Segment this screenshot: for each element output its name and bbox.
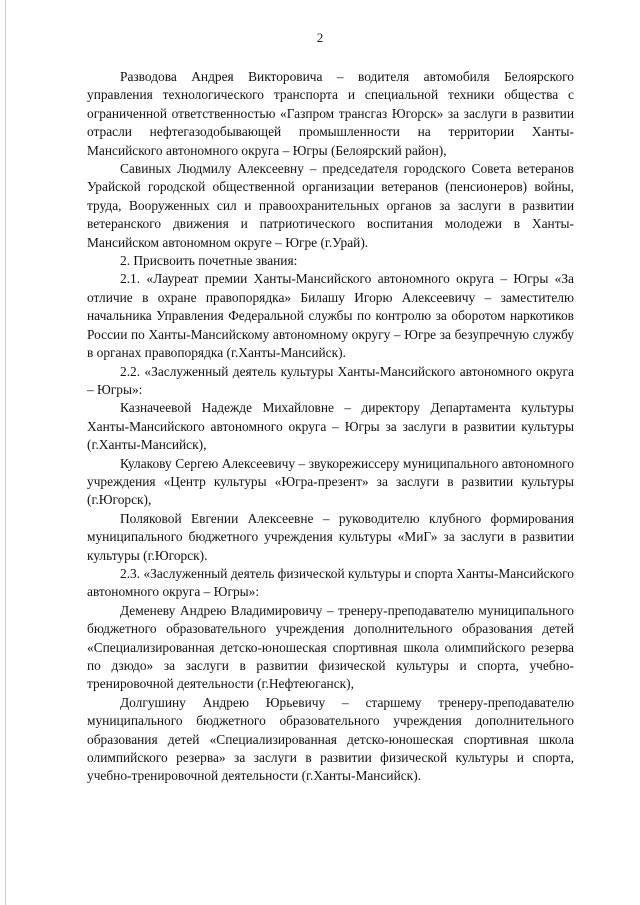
paragraph-kaznacheeva: Казначеевой Надежде Михайловне – директору Департамента культуры Ханты-Мансийского автономного округа – Югры за заслуги в развитии культуры (г.Ханты-Мансийск),: [87, 400, 574, 453]
paragraph-item-2: 2. Присвоить почетные звания:: [120, 253, 298, 269]
page-number: 2: [316, 30, 324, 45]
paragraph-item-2-2: 2.2. «Заслуженный деятель культуры Ханты-Мансийского автономного округа – Югры»:: [87, 363, 574, 397]
paragraph-item-2-3: 2.3. «Заслуженный деятель физической культуры и спорта Ханты-Мансийского автономного округа – Югры»:: [87, 565, 574, 600]
scan-edge-line: [5, 0, 6, 905]
paragraph-polyakova: Поляковой Евгении Алексеевне – руководителю клубного формирования муниципального бюджетного учреждения культуры «МиГ» за заслуги в развитии культуры (г.Югорск).: [87, 510, 574, 563]
paragraph-demenev: Деменеву Андрею Владимировичу – тренеру-преподавателю муниципального бюджетного образовательного учреждения дополнительного образования детей «Специализированная детско-юношеская спортивная школа олимпийского резерва по дзюдо» за заслуги в развитии физической культуры и спорта, учебно-тренировочной деятельности (г.Нефтеюганск),: [87, 602, 574, 692]
paragraph-razvodov: Разводова Андрея Викторовича – водителя автомобиля Белоярского управления технологического транспорта и специальной техники общества с ограниченной ответственностью «Газпром трансгаз Югорск» за заслуги в развитии отрасли нефтегазодобывающей промышленности на территории Ханты-Мансийского автономного округа – Югры (Белоярский район),: [87, 69, 574, 158]
document-body: [87, 68, 574, 786]
paragraph-savinykh: Савиных Людмилу Алексеевну – председателя городского Совета ветеранов Урайской городской общественной организации ветеранов (пенсионеров) войны, труда, Вооруженных сил и правоохранительных органов за заслуги в развитии ветеранского движения и патриотического воспитания молодежи в Ханты-Мансийском автономном округе – Югре (г.Урай).: [87, 161, 574, 250]
paragraph-item-2-1: 2.1. «Лауреат премии Ханты-Мансийского автономного округа – Югры «За отличие в охране правопорядка» Билашу Игорю Алексеевичу – заместителю начальника Управления Федеральной службы по контролю за оборотом наркотиков России по Ханты-Мансийскому автономному округу – Югре за безупречную службу в органах правопорядка (г.Ханты-Мансийск).: [87, 271, 574, 361]
paragraph-kulakov: Кулакову Сергею Алексеевичу – звукорежиссеру муниципального автономного учреждения «Центр культуры «Югра-презент» за заслуги в развитии культуры (г.Югорск),: [87, 455, 574, 508]
paragraph-dolgushin: Долгушину Андрею Юрьевичу – старшему тренеру-преподавателю муниципального бюджетного образовательного учреждения дополнительного образования детей «Специализированная детско-юношеская спортивная школа олимпийского резерва» за заслуги в развитии физической культуры и спорта, учебно-тренировочной деятельности (г.Ханты-Мансийск).: [87, 694, 574, 784]
